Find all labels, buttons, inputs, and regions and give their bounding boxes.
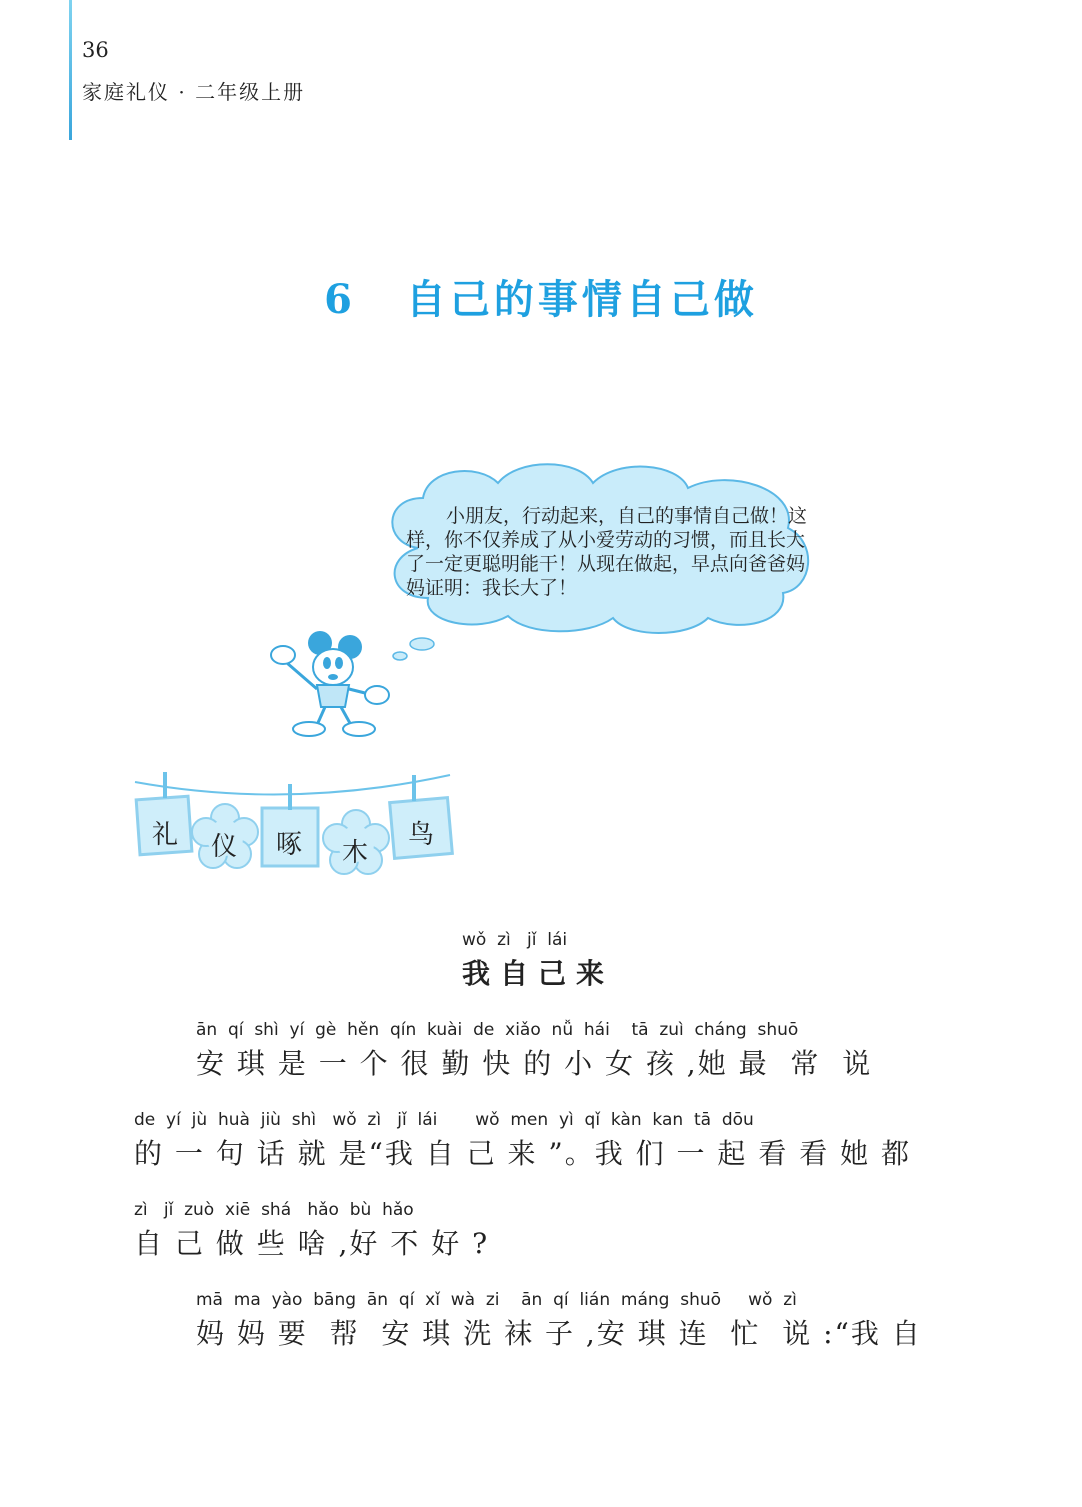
- lesson-number: 6: [324, 276, 356, 323]
- story-line-3-hanzi: 自 己 做 些 啥 ,好 不 好 ?: [134, 1227, 490, 1260]
- story-line-2-pinyin: de yí jù huà jiù shì wǒ zì jǐ lái wǒ men yì qǐ kàn kan tā dōu: [134, 1110, 754, 1130]
- lesson-title: [0, 268, 1082, 325]
- banner-card-5: 鸟: [408, 820, 435, 850]
- page-edge-line: [69, 0, 72, 140]
- lesson-title-text: 自己的事情自己做: [405, 277, 758, 323]
- page-number: 36: [82, 38, 109, 62]
- thought-dots: [388, 634, 438, 664]
- story-line-3-pinyin: zì jǐ zuò xiē shá hǎo bù hǎo: [134, 1200, 414, 1220]
- story-line-2-hanzi: 的 一 句 话 就 是“我 自 己 来 ”。我 们 一 起 看 看 她 都: [134, 1137, 912, 1170]
- thought-bubble-text: 小朋友，行动起来，自己的事情自己做！这样，你不仅养成了从小爱劳动的习惯，而且长大了一定更聪明能干！从现在做起，早点向爸爸妈妈证明：我长大了！: [406, 505, 808, 599]
- thought-cloud: [378, 458, 818, 638]
- story-line-1-hanzi: 安 琪 是 一 个 很 勤 快 的 小 女 孩 ,她 最 常 说: [196, 1047, 873, 1080]
- running-head: 家庭礼仪 · 二年级上册: [82, 80, 306, 104]
- banner-card-2: 仪: [211, 832, 238, 862]
- story-line-4-hanzi: 妈 妈 要 帮 安 琪 洗 袜 子 ,安 琪 连 忙 说 :“我 自: [196, 1317, 922, 1350]
- banner-card-1: 礼: [152, 820, 179, 850]
- story-line-1-pinyin: ān qí shì yí gè hěn qín kuài de xiǎo nǚ hái tā zuì cháng shuō: [196, 1020, 799, 1040]
- story-title-pinyin: wǒ zì jǐ lái: [462, 930, 568, 950]
- banner-card-3: 啄: [276, 830, 303, 860]
- story-line-4-pinyin: mā ma yào bāng ān qí xǐ wà zi ān qí lián máng shuō wǒ zì: [196, 1290, 797, 1310]
- section-banner: [130, 770, 460, 880]
- story-title-hanzi: 我自己来: [462, 957, 615, 990]
- mouse-mascot-icon: [265, 625, 395, 745]
- banner-card-4: 木: [342, 838, 369, 868]
